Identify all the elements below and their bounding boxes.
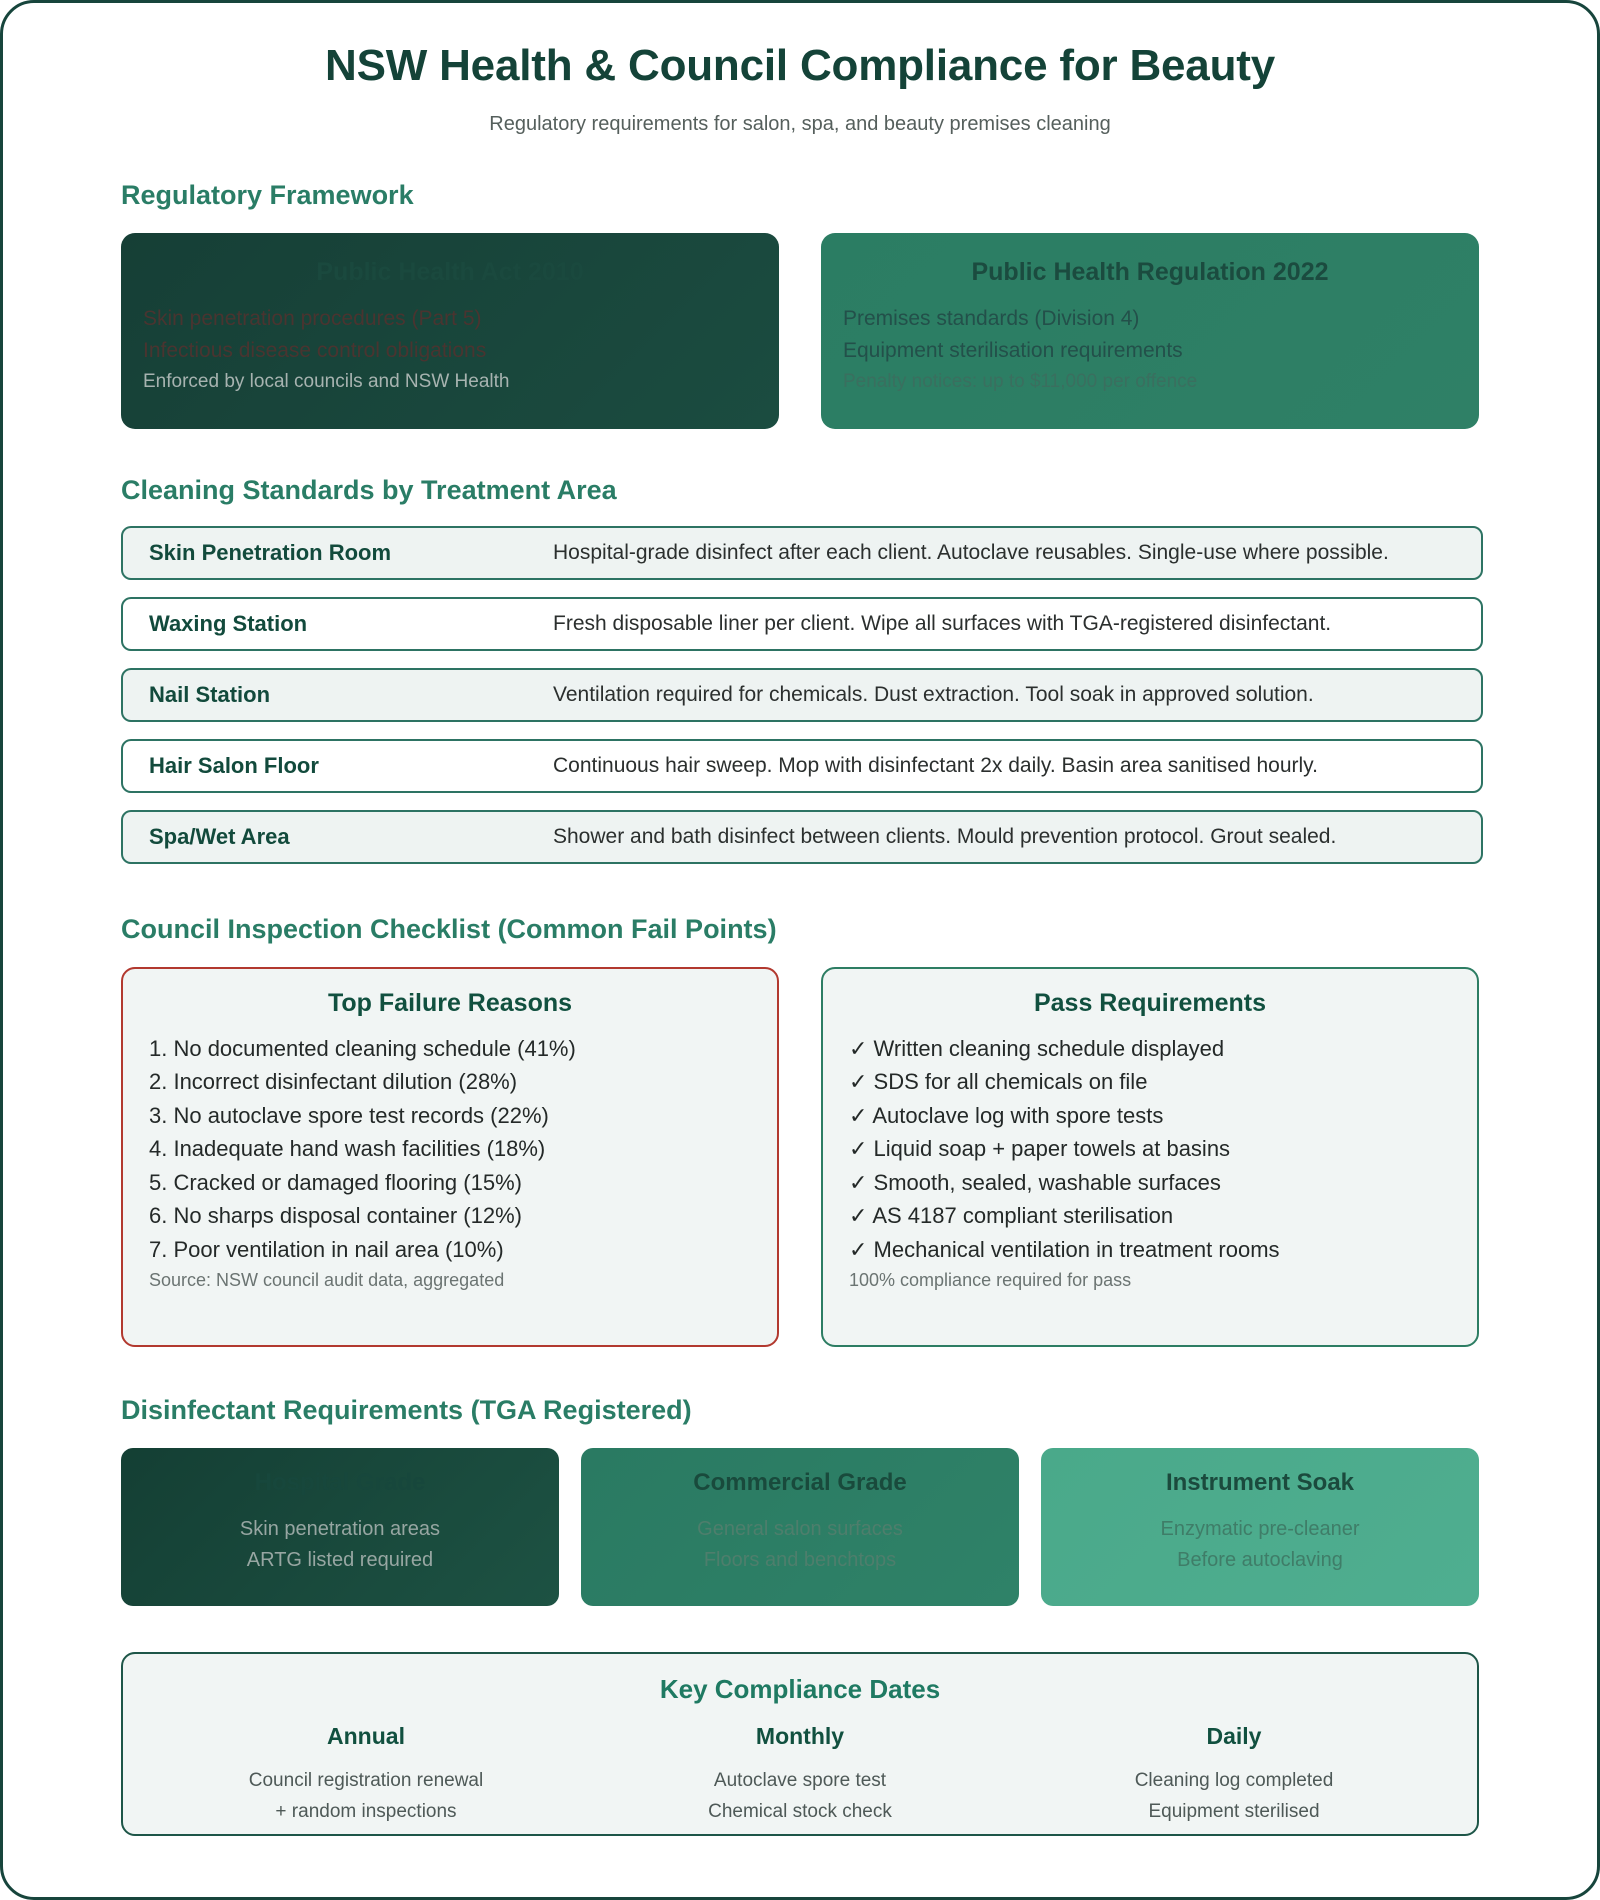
treatment-area-requirement: Continuous hair sweep. Mop with disinfectant 2x daily. Basin area sanitised hourly. [553, 754, 1318, 777]
page-subtitle: Regulatory requirements for salon, spa, and beauty premises cleaning [489, 113, 1111, 135]
treatment-area-requirement: Ventilation required for chemicals. Dust extraction. Tool soak in approved solution. [553, 683, 1314, 706]
table-row [121, 810, 1483, 864]
section-heading-disinfectant: Disinfectant Requirements (TGA Registered) [121, 1395, 692, 1425]
compliance-task-line-1: Autoclave spore test [713, 1770, 887, 1791]
list-item: ✓ Liquid soap + paper towels at basins [849, 1136, 1231, 1162]
compliance-frequency-label: Annual [327, 1723, 405, 1749]
panel-top-failure-reasons [121, 967, 779, 1347]
disinfectant-grade-cards [121, 1448, 1479, 1606]
disinfectant-card-hospital-grade [121, 1448, 559, 1606]
disinfectant-card-line-1: General salon surfaces [697, 1518, 903, 1541]
compliance-task-line-1: Cleaning log completed [1134, 1770, 1334, 1791]
framework-card-public-health-regulation [821, 233, 1479, 429]
treatment-area-name: Skin Penetration Room [149, 540, 392, 565]
disinfectant-card-title: Instrument Soak [1165, 1469, 1355, 1496]
list-item: 2. Incorrect disinfectant dilution (28%) [149, 1069, 518, 1095]
compliance-task-line-2: + random inspections [275, 1800, 457, 1822]
list-item: ✓ AS 4187 compliant sterilisation [849, 1203, 1174, 1229]
regulatory-framework-cards [121, 233, 1479, 429]
panel-title: Top Failure Reasons [327, 989, 573, 1017]
panel-key-compliance-dates [121, 1652, 1479, 1836]
panel-compliance-note: 100% compliance required for pass [849, 1270, 1132, 1291]
treatment-area-name: Spa/Wet Area [149, 824, 290, 849]
list-item: ✓ Autoclave log with spore tests [849, 1102, 1164, 1128]
disinfectant-card-line-2: ARTG listed required [246, 1549, 434, 1572]
section-heading-standards: Cleaning Standards by Treatment Area [121, 475, 617, 505]
panel-title: Pass Requirements [1033, 989, 1267, 1017]
treatment-area-name: Nail Station [149, 682, 271, 707]
compliance-date-column-daily [1017, 1723, 1451, 1828]
disinfectant-card-title: Hospital Grade [254, 1469, 426, 1496]
compliance-frequency-label: Monthly [755, 1723, 845, 1749]
disinfectant-card-line-2: Floors and benchtops [703, 1549, 897, 1572]
disinfectant-card-line-1: Skin penetration areas [239, 1518, 441, 1541]
disinfectant-card-line-1: Enzymatic pre-cleaner [1160, 1518, 1360, 1541]
compliance-date-column-monthly [583, 1723, 1017, 1828]
framework-card-line-1: Premises standards (Division 4) [843, 306, 1140, 330]
table-row [121, 597, 1483, 651]
list-item: 6. No sharps disposal container (12%) [149, 1203, 522, 1229]
framework-card-title: Public Health Regulation 2022 [971, 258, 1329, 286]
framework-card-line-2: Infectious disease control obligations [143, 339, 487, 363]
compliance-task-line-2: Equipment sterilised [1148, 1800, 1320, 1822]
list-item: 4. Inadequate hand wash facilities (18%) [149, 1136, 546, 1162]
treatment-area-name: Hair Salon Floor [149, 753, 319, 778]
framework-card-line-1: Skin penetration procedures (Part 5) [143, 306, 482, 330]
list-item: 5. Cracked or damaged flooring (15%) [149, 1169, 522, 1195]
framework-card-note: Penalty notices: up to $11,000 per offence [843, 370, 1198, 392]
list-item: ✓ Smooth, sealed, washable surfaces [849, 1169, 1221, 1195]
table-row [121, 526, 1483, 580]
disinfectant-card-commercial-grade [581, 1448, 1019, 1606]
compliance-task-line-2: Chemical stock check [708, 1800, 892, 1822]
list-item: ✓ Written cleaning schedule displayed [849, 1036, 1225, 1061]
treatment-area-name: Waxing Station [149, 611, 308, 636]
panel-pass-requirements [821, 967, 1479, 1347]
treatment-area-requirement: Hospital-grade disinfect after each client. Autoclave reusables. Single-use where possible. [553, 541, 1389, 564]
panel-source-note: Source: NSW council audit data, aggregated [149, 1270, 505, 1291]
compliance-dates-grid [149, 1723, 1451, 1828]
list-item: 1. No documented cleaning schedule (41%) [149, 1036, 576, 1061]
framework-card-line-2: Equipment sterilisation requirements [843, 339, 1183, 363]
section-heading-regulatory: Regulatory Framework [121, 180, 414, 210]
disinfectant-card-instrument-soak [1041, 1448, 1479, 1606]
list-item: ✓ SDS for all chemicals on file [849, 1069, 1148, 1095]
compliance-task-line-1: Council registration renewal [248, 1770, 484, 1791]
compliance-date-column-annual [149, 1723, 583, 1828]
list-item: 3. No autoclave spore test records (22%) [149, 1102, 549, 1128]
panel-title: Key Compliance Dates [659, 1674, 941, 1704]
table-row [121, 739, 1483, 793]
treatment-area-requirement: Shower and bath disinfect between clients. Mould prevention protocol. Grout sealed. [553, 825, 1337, 848]
section-heading-checklist: Council Inspection Checklist (Common Fail Points) [121, 914, 777, 944]
compliance-frequency-label: Daily [1206, 1723, 1262, 1749]
page-title: NSW Health & Council Compliance for Beauty [325, 41, 1275, 90]
list-item: ✓ Mechanical ventilation in treatment rooms [849, 1236, 1280, 1262]
framework-card-note: Enforced by local councils and NSW Health [143, 370, 510, 392]
framework-card-title: Public Health Act 2010 [316, 258, 584, 286]
table-row [121, 668, 1483, 722]
disinfectant-card-line-2: Before autoclaving [1177, 1549, 1343, 1572]
inspection-checklist-panels [121, 967, 1479, 1347]
framework-card-public-health-act [121, 233, 779, 429]
treatment-area-requirement: Fresh disposable liner per client. Wipe all surfaces with TGA-registered disinfectant. [553, 612, 1332, 635]
treatment-area-list [121, 526, 1479, 864]
list-item: 7. Poor ventilation in nail area (10%) [149, 1236, 504, 1262]
disinfectant-card-title: Commercial Grade [693, 1469, 907, 1496]
